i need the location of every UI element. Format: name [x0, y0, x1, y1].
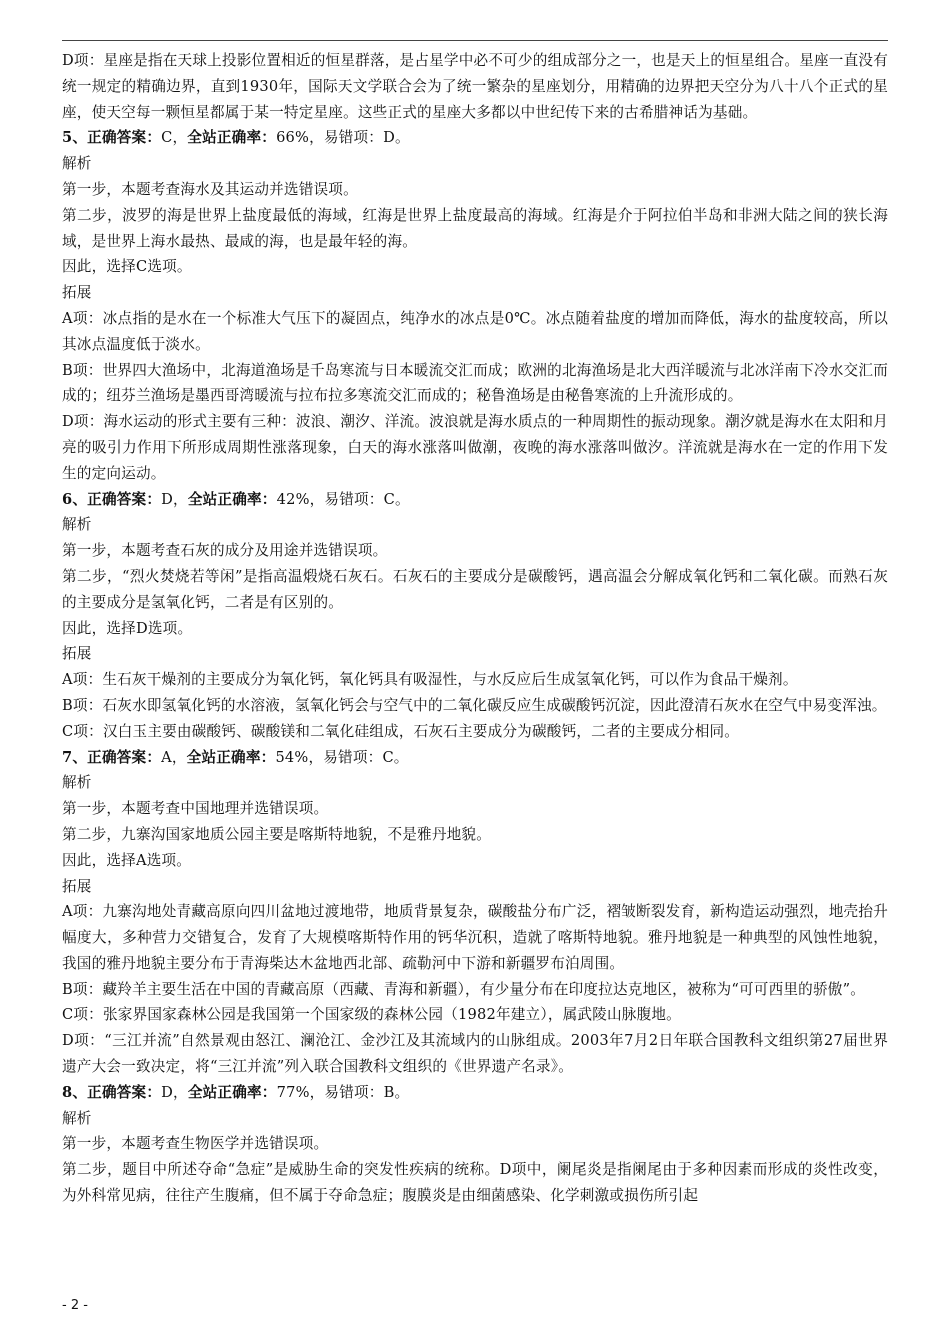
- paragraph: 因此，选择C选项。: [62, 258, 192, 276]
- answer-line: [62, 487, 888, 513]
- accuracy-value: 66%，易错项：D。: [276, 129, 410, 147]
- paragraph: 因此，选择D选项。: [62, 619, 193, 637]
- answer-number-label: 6、正确答案：: [62, 490, 162, 508]
- accuracy-label: 全站正确率：: [186, 748, 276, 766]
- paragraph: 拓展: [62, 877, 92, 895]
- paragraph: 第二步，“烈火焚烧若等闲”是指高温煅烧石灰石。石灰石的主要成分是碳酸钙，遇高温会分解成氧化钙和二氧化碳。而熟石灰的主要成分是氢氧化钙，二者是有区别的。: [62, 567, 888, 611]
- paragraph: 解析: [62, 774, 92, 792]
- paragraph: 第一步，本题考查中国地理并选错误项。: [62, 800, 329, 818]
- page-number: - 2 -: [62, 1298, 88, 1313]
- paragraph: B项：世界四大渔场中，北海道渔场是千岛寒流与日本暖流交汇而成；欧洲的北海渔场是北大西洋暖流与北冰洋南下冷水交汇而成的；纽芬兰渔场是墨西哥湾暖流与拉布拉多寒流交汇而成的；秘鲁渔场是由秘鲁寒流的上升流形成的。: [62, 361, 888, 405]
- answer-value: C，: [161, 129, 188, 147]
- paragraph: C项：张家界国家森林公园是我国第一个国家级的森林公园（1982年建立），属武陵山脉腹地。: [62, 1006, 681, 1024]
- paragraph: 拓展: [62, 284, 92, 302]
- paragraph: 第二步，九寨沟国家地质公园主要是喀斯特地貌，不是雅丹地貌。: [62, 825, 492, 843]
- accuracy-value: 42%，易错项：C。: [276, 490, 410, 508]
- paragraph: B项：石灰水即氢氧化钙的水溶液，氢氧化钙会与空气中的二氧化碳反应生成碳酸钙沉淀，因此澄清石灰水在空气中易变浑浊。: [62, 696, 887, 714]
- answer-value: D，: [161, 490, 188, 508]
- answer-line: [62, 1080, 888, 1106]
- accuracy-label: 全站正确率：: [187, 490, 277, 508]
- paragraph: C项：汉白玉主要由碳酸钙、碳酸镁和二氧化硅组成，石灰石主要成分为碳酸钙，二者的主要成分相同。: [62, 722, 740, 740]
- answer-number-label: 8、正确答案：: [62, 1083, 162, 1101]
- answer-value: A，: [161, 748, 187, 766]
- paragraph: 拓展: [62, 645, 92, 663]
- accuracy-label: 全站正确率：: [187, 1083, 277, 1101]
- paragraph: A项：冰点指的是水在一个标准大气压下的凝固点，纯净水的冰点是0℃。冰点随着盐度的增加而降低，海水的盐度较高，所以其冰点温度低于淡水。: [62, 309, 888, 353]
- paragraph: 因此，选择A选项。: [62, 851, 192, 869]
- accuracy-value: 54%，易错项：C。: [275, 748, 409, 766]
- paragraph: 第二步，题目中所述夺命“急症”是威胁生命的突发性疾病的统称。D项中，阑尾炎是指阑尾由于多种因素而形成的炎性改变，为外科常见病，往往产生腹痛，但不属于夺命急症；腹膜炎是由细菌感染、化学刺激或损伤所引起: [62, 1161, 888, 1205]
- document-body: [62, 48, 888, 1209]
- answer-value: D，: [161, 1083, 188, 1101]
- paragraph: B项：藏羚羊主要生活在中国的青藏高原（西藏、青海和新疆），有少量分布在印度拉达克地区，被称为“可可西里的骄傲”。: [62, 980, 866, 998]
- accuracy-label: 全站正确率：: [187, 129, 277, 147]
- answer-line: [62, 745, 888, 771]
- paragraph: 第一步，本题考查生物医学并选错误项。: [62, 1135, 329, 1153]
- paragraph: A项：生石灰干燥剂的主要成分为氧化钙，氧化钙具有吸湿性，与水反应后生成氢氧化钙，可以作为食品干燥剂。: [62, 671, 798, 689]
- paragraph: 解析: [62, 1109, 92, 1127]
- answer-line: [62, 125, 888, 151]
- paragraph: D项：海水运动的形式主要有三种：波浪、潮汐、洋流。波浪就是海水质点的一种周期性的振动现象。潮汐就是海水在太阳和月亮的吸引力作用下所形成周期性涨落现象，白天的海水涨落叫做潮，夜晚的海水涨落叫做汐。洋流就是海水在一定的作用下发生的定向运动。: [62, 413, 888, 482]
- answer-number-label: 7、正确答案：: [62, 748, 162, 766]
- paragraph: A项：九寨沟地处青藏高原向四川盆地过渡地带，地质背景复杂，碳酸盐分布广泛，褶皱断裂发育，新构造运动强烈，地壳抬升幅度大，多种营力交错复合，发育了大规模喀斯特作用的钙华沉积，造就了喀斯特地貌。雅丹地貌是一种典型的风蚀性地貌，我国的雅丹地貌主要分布于青海柴达木盆地西北部、疏勒河中下游和新疆罗布泊周围。: [62, 903, 888, 972]
- header-rule: [62, 40, 888, 41]
- paragraph: 解析: [62, 155, 92, 173]
- paragraph: 解析: [62, 516, 92, 534]
- paragraph: 第二步，波罗的海是世界上盐度最低的海域，红海是世界上盐度最高的海域。红海是介于阿拉伯半岛和非洲大陆之间的狭长海域，是世界上海水最热、最咸的海，也是最年轻的海。: [62, 206, 888, 250]
- accuracy-value: 77%，易错项：B。: [276, 1083, 410, 1101]
- paragraph: 第一步，本题考查石灰的成分及用途并选错误项。: [62, 542, 388, 560]
- paragraph: D项：星座是指在天球上投影位置相近的恒星群落，是占星学中必不可少的组成部分之一，也是天上的恒星组合。星座一直没有统一规定的精确边界，直到1930年，国际天文学联合会为了统一繁杂的星座划分，用精确的边界把天空分为八十八个正式的星座，使天空每一颗恒星都属于某一特定星座。这些正式的星座大多都以中世纪传下来的古希腊神话为基础。: [62, 52, 888, 121]
- paragraph: D项：“三江并流”自然景观由怒江、澜沧江、金沙江及其流域内的山脉组成。2003年7月2日年联合国教科文组织第27届世界遗产大会一致决定，将“三江并流”列入联合国教科文组织的《世界遗产名录》。: [62, 1032, 888, 1076]
- answer-number-label: 5、正确答案：: [62, 129, 162, 147]
- paragraph: 第一步，本题考查海水及其运动并选错误项。: [62, 180, 358, 198]
